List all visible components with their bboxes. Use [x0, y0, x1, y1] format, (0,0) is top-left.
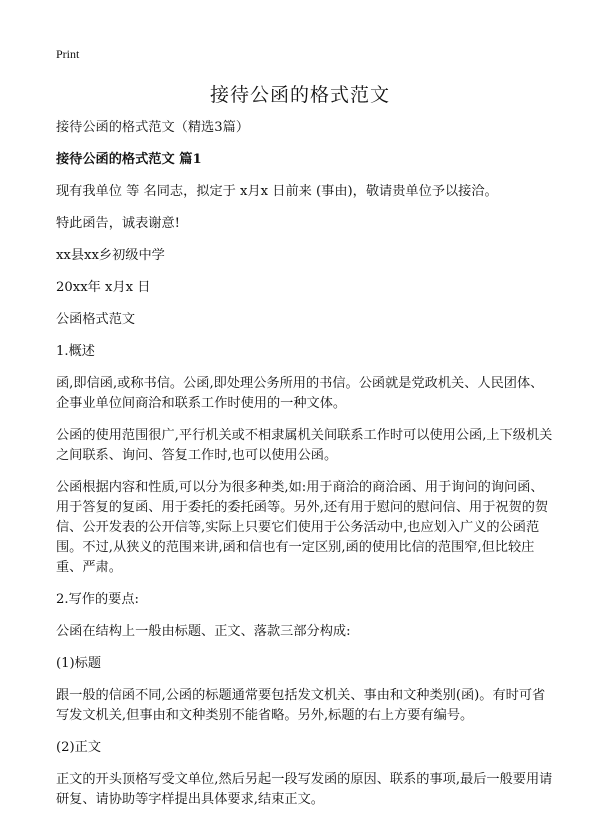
- paragraph: 正文的开头顶格写受文单位,然后另起一段写发函的原因、联系的事项,最后一般要用请研复、请协助等字样提出具体要求,结束正文。: [56, 772, 553, 807]
- paragraph: 公函格式范文: [56, 312, 136, 327]
- paragraph: 跟一般的信函不同,公函的标题通常要包括发文机关、事由和文种类别(函)。有时可省写发文机关,但事由和文种类别不能省略。另外,标题的右上方要有编号。: [56, 688, 546, 723]
- paragraph: 特此函告，诚表谢意!: [56, 216, 180, 231]
- paragraph: (2)正文: [56, 740, 102, 755]
- paragraph-sender: xx县xx乡初级中学: [56, 248, 165, 263]
- paragraph: (1)标题: [56, 656, 102, 671]
- paragraph: 公函根据内容和性质,可以分为很多种类,如:用于商洽的商洽函、用于询问的询问函、用于答复的复函、用于委托的委托函等。另外,还有用于慰问的慰问信、用于祝贺的贺信、公开发表的公开信等,实际上只要它们使用于公务活动中,也应划入广义的公函范围。不过,从狭义的范围来讲,函和信也有一定区别,函的使用比信的范围窄,但比较庄重、严肃。: [56, 480, 549, 575]
- paragraph-date: 20xx年 x月x 日: [56, 280, 151, 295]
- paragraph: 公函在结构上一般由标题、正文、落款三部分构成:: [56, 624, 351, 639]
- document-body: [56, 118, 556, 822]
- paragraph: 现有我单位 等 名同志，拟定于 x月x 日前来 (事由)，敬请贵单位予以接洽。: [56, 184, 498, 199]
- paragraph: 2.写作的要点:: [56, 592, 139, 607]
- section-heading: 接待公函的格式范文 篇1: [56, 152, 202, 167]
- paragraph: 1.概述: [56, 344, 95, 359]
- paragraph-intro: 接待公函的格式范文（精选3篇）: [56, 120, 250, 135]
- print-label: Print: [56, 47, 80, 61]
- paragraph: 公函的使用范围很广,平行机关或不相隶属机关间联系工作时可以使用公函,上下级机关之间联系、询问、答复工作时,也可以使用公函。: [56, 428, 553, 463]
- page-title: 接待公函的格式范文: [209, 84, 390, 106]
- paragraph: 函,即信函,或称书信。公函,即处理公务所用的书信。公函就是党政机关、人民团体、企事业单位间商洽和联系工作时使用的一种文体。: [56, 376, 544, 411]
